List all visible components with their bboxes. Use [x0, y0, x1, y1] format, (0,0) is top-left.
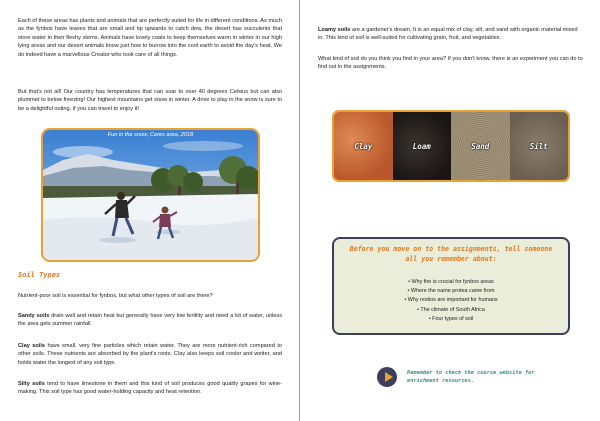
course-website-note: Remember to check the course website for enrichment resources. — [407, 370, 535, 385]
silty-soil-paragraph — [18, 380, 282, 397]
silty-soil-term: Silty soils — [18, 381, 45, 387]
your-area-paragraph: What kind of soil do you think you find in your area? If you don't know, there is an experiment you can do to find out in the assignments. — [318, 56, 583, 71]
reminder-list — [334, 278, 568, 324]
clay-soil-text: have small, very fine particles which retain water. They are more nutrient-rich compared to other soils. These nutrients are absorbed by the plant's roots. Clay also keeps soil cooler and wetter, and holds water the longest of any soil type. — [18, 343, 282, 366]
reminder-item: • Why fire is crucial for fynbos areas — [408, 279, 494, 285]
soil-label-clay: Clay — [354, 141, 373, 151]
clay-soil-term: Clay soils — [18, 343, 46, 349]
silty-soil-text: tend to have limestone in them and this kind of soil produces good quality grapes for wine-making. This soil type has good water-holding capacity and heat retention. — [18, 381, 282, 396]
play-icon[interactable] — [377, 367, 397, 387]
clay-soil-paragraph — [18, 342, 282, 367]
right-page — [300, 0, 600, 421]
photo-caption: Fun in the snow, Ceres area, 2018 — [107, 132, 194, 138]
reminder-box — [332, 237, 570, 335]
intro-paragraph: Each of these areas has plants and animals that are perfectly suited for life in different conditions. As much as the fynbos have leaves that are small and tip upwards to catch dew, the desert has succulents that store water in their fleshy stems. Animals have lovely coats to keep themselves warm in winter in our high lying areas and our desert animals know just how to burrow into the cool earth to avoid the day's heat. We do indeed have a marvellous Creator who took care of all things. — [18, 18, 282, 58]
snow-photo-image — [43, 130, 258, 260]
section-title: Soil Types — [18, 271, 61, 279]
soil-types-image — [332, 110, 570, 182]
soil-loam — [393, 112, 452, 180]
reminder-item: • Four types of soil — [428, 315, 474, 322]
soil-intro-paragraph: Nutrient-poor soil is essential for fynbos, but what other types of soil are there? — [18, 293, 213, 299]
sandy-soil-paragraph — [18, 312, 282, 329]
soil-sand — [451, 112, 510, 180]
reminder-item: • Where the name protea came from — [407, 288, 495, 295]
soil-label-loam: Loam — [412, 141, 431, 151]
soil-label-silt: Silt — [529, 141, 548, 151]
sandy-soil-term: Sandy soils — [18, 313, 50, 319]
loamy-soil-paragraph — [318, 26, 584, 43]
reminder-item: • The climate of South Africa — [417, 306, 485, 313]
left-page — [0, 0, 299, 421]
play-triangle — [385, 372, 393, 382]
loamy-soil-term: Loamy soils — [318, 27, 351, 33]
reminder-title: Before you move on to the assignments, tell someone all you remember about: — [349, 245, 553, 263]
soil-silt — [510, 112, 569, 180]
snow-photo — [41, 128, 260, 262]
soil-label-sand: Sand — [471, 141, 490, 151]
loamy-soil-text: are a gardener's dream. It is an equal mix of clay, silt, and sand with organic material mixed in. This kind of soil is well-suited for cultivating grain, fruit, and vegetables. — [318, 27, 578, 42]
reminder-item: • Why restios are important for humans — [404, 297, 498, 304]
climate-paragraph: But that's not all! Our country has temperatures that can soar to over 40 degrees Celsius but can also plummet to below freezing! Our highest mountains get snow in winter. A drive to play in the snow is sure to be a delightful outing, if you can travel to enjoy it! — [18, 89, 282, 112]
sandy-soil-text: drain well and retain heat but generally have very low fertility and need a lot of water, unless the area gets summer rainfall. — [18, 313, 283, 328]
soil-clay — [334, 112, 393, 180]
